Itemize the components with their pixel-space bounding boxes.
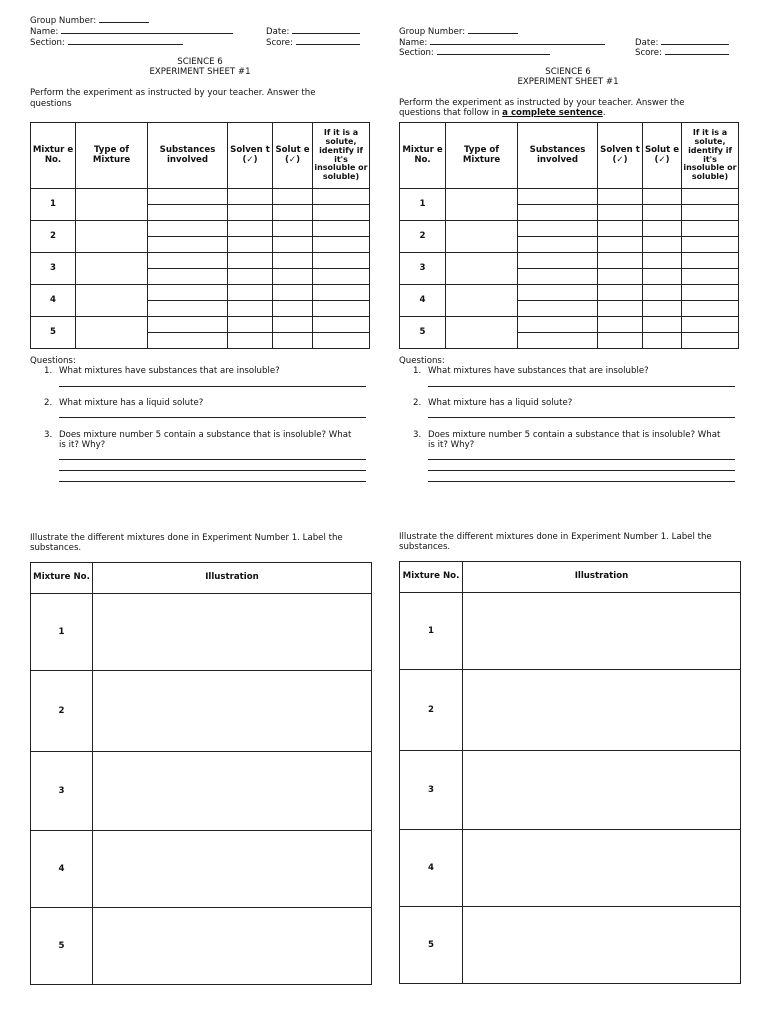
instruction-line-2 bbox=[30, 99, 72, 110]
solvent-cell[interactable] bbox=[228, 221, 273, 237]
table-row bbox=[400, 285, 739, 301]
illustration-instruction-1: Illustrate the different mixtures done in Experiment Number 1. Label the bbox=[399, 532, 712, 542]
row-number: 1 bbox=[31, 189, 76, 221]
question-1-number: 1. bbox=[44, 366, 53, 376]
col-header-mixture-no: Mixture No. bbox=[31, 563, 93, 594]
answer-line[interactable] bbox=[428, 470, 735, 471]
row-number: 3 bbox=[400, 253, 446, 285]
score-field[interactable] bbox=[635, 46, 729, 59]
substance-cell[interactable] bbox=[148, 205, 228, 221]
question-1-text: What mixtures have substances that are insoluble? bbox=[428, 366, 649, 376]
answer-line[interactable] bbox=[428, 481, 735, 482]
score-field[interactable] bbox=[266, 36, 360, 49]
solute-cell[interactable] bbox=[643, 269, 682, 285]
row-number: 1 bbox=[400, 593, 463, 670]
table-row bbox=[400, 593, 741, 670]
table-row bbox=[31, 189, 370, 205]
sheet-title: SCIENCE 6 bbox=[545, 67, 591, 77]
table-row bbox=[31, 671, 372, 752]
solvent-cell[interactable] bbox=[228, 205, 273, 221]
score-line[interactable] bbox=[665, 46, 729, 55]
solvent-cell[interactable] bbox=[598, 189, 643, 205]
illustration-cell[interactable] bbox=[93, 594, 372, 671]
answer-line[interactable] bbox=[428, 417, 735, 418]
solvent-cell[interactable] bbox=[598, 301, 643, 317]
row-number: 3 bbox=[31, 752, 93, 831]
row-number: 3 bbox=[31, 253, 76, 285]
solute-cell[interactable] bbox=[273, 205, 313, 221]
substance-cell[interactable] bbox=[518, 221, 598, 237]
worksheet-right bbox=[384, 0, 768, 1024]
table-row bbox=[31, 285, 370, 301]
col-header-solubility: If it is a solute, identify if it's insoluble or soluble) bbox=[313, 123, 370, 189]
col-header-substances: Substances involved bbox=[518, 123, 598, 189]
table-row bbox=[400, 317, 739, 333]
experiment-table-header bbox=[400, 123, 739, 189]
illustration-cell[interactable] bbox=[93, 908, 372, 985]
question-3-text-cont: is it? Why? bbox=[59, 440, 106, 450]
answer-line[interactable] bbox=[59, 481, 366, 482]
answer-line[interactable] bbox=[59, 459, 366, 460]
illustration-cell[interactable] bbox=[463, 593, 741, 670]
col-header-solute: Solut e (✓) bbox=[643, 123, 682, 189]
substance-cell[interactable] bbox=[148, 189, 228, 205]
row-number: 4 bbox=[400, 830, 463, 907]
name-line[interactable] bbox=[430, 36, 605, 45]
question-2-number: 2. bbox=[44, 398, 53, 408]
row-number: 2 bbox=[400, 670, 463, 751]
solvent-cell[interactable] bbox=[598, 269, 643, 285]
substance-cell[interactable] bbox=[518, 253, 598, 269]
table-row bbox=[31, 221, 370, 237]
solute-cell[interactable] bbox=[273, 221, 313, 237]
section-line[interactable] bbox=[68, 36, 183, 45]
answer-line[interactable] bbox=[59, 386, 366, 387]
solute-cell[interactable] bbox=[273, 253, 313, 269]
substance-cell[interactable] bbox=[518, 333, 598, 349]
col-header-solvent: Solven t (✓) bbox=[598, 123, 643, 189]
type-cell[interactable] bbox=[446, 189, 518, 221]
substance-cell[interactable] bbox=[518, 237, 598, 253]
solvent-cell[interactable] bbox=[228, 285, 273, 301]
solute-cell[interactable] bbox=[643, 205, 682, 221]
group-number-line[interactable] bbox=[468, 25, 518, 34]
answer-line[interactable] bbox=[59, 470, 366, 471]
illustration-cell[interactable] bbox=[93, 831, 372, 908]
question-3-number: 3. bbox=[413, 430, 422, 440]
solubility-cell[interactable] bbox=[682, 253, 739, 269]
col-header-illustration: Illustration bbox=[93, 563, 372, 594]
solvent-cell[interactable] bbox=[598, 317, 643, 333]
section-line[interactable] bbox=[437, 46, 550, 55]
sheet-subtitle: EXPERIMENT SHEET #1 bbox=[517, 77, 619, 87]
solubility-cell[interactable] bbox=[313, 333, 370, 349]
row-number: 3 bbox=[400, 751, 463, 830]
date-label: Date: bbox=[266, 27, 290, 37]
table-row bbox=[400, 221, 739, 237]
score-line[interactable] bbox=[296, 36, 360, 45]
row-number: 2 bbox=[31, 221, 76, 253]
col-header-mixture-no: Mixtur e No. bbox=[400, 123, 446, 189]
section-field[interactable] bbox=[399, 46, 550, 59]
illustration-cell[interactable] bbox=[463, 751, 741, 830]
experiment-table-header bbox=[31, 123, 370, 189]
solute-cell[interactable] bbox=[643, 237, 682, 253]
solubility-cell[interactable] bbox=[682, 333, 739, 349]
illustration-table-header bbox=[400, 562, 741, 593]
question-1-number: 1. bbox=[413, 366, 422, 376]
date-line[interactable] bbox=[661, 36, 729, 45]
question-3-number: 3. bbox=[44, 430, 53, 440]
substance-cell[interactable] bbox=[518, 285, 598, 301]
solute-cell[interactable] bbox=[643, 301, 682, 317]
solute-cell[interactable] bbox=[643, 285, 682, 301]
instruction-line-1: Perform the experiment as instructed by your teacher. Answer the bbox=[399, 98, 685, 108]
type-cell[interactable] bbox=[76, 221, 148, 253]
sheet-subtitle: EXPERIMENT SHEET #1 bbox=[149, 67, 251, 77]
illustration-cell[interactable] bbox=[463, 830, 741, 907]
sheet-title: SCIENCE 6 bbox=[177, 57, 223, 67]
illustration-instruction-2: substances. bbox=[30, 543, 82, 553]
col-header-solvent: Solven t (✓) bbox=[228, 123, 273, 189]
experiment-table bbox=[30, 122, 370, 349]
solute-cell[interactable] bbox=[643, 221, 682, 237]
solvent-cell[interactable] bbox=[598, 253, 643, 269]
table-row bbox=[31, 317, 370, 333]
solubility-cell[interactable] bbox=[313, 301, 370, 317]
illustration-instruction-2: substances. bbox=[399, 542, 451, 552]
substance-cell[interactable] bbox=[148, 237, 228, 253]
type-cell[interactable] bbox=[76, 285, 148, 317]
substance-cell[interactable] bbox=[518, 301, 598, 317]
answer-line[interactable] bbox=[428, 459, 735, 460]
solubility-cell[interactable] bbox=[313, 189, 370, 205]
solvent-cell[interactable] bbox=[598, 333, 643, 349]
illustration-cell[interactable] bbox=[93, 671, 372, 752]
row-number: 5 bbox=[400, 317, 446, 349]
row-number: 5 bbox=[31, 908, 93, 985]
type-cell[interactable] bbox=[76, 253, 148, 285]
questions-label: Questions: bbox=[30, 356, 76, 366]
solute-cell[interactable] bbox=[273, 189, 313, 205]
type-cell[interactable] bbox=[446, 285, 518, 317]
col-header-solubility: If it is a solute, identify if it's insoluble or soluble) bbox=[682, 123, 739, 189]
solubility-cell[interactable] bbox=[682, 221, 739, 237]
solvent-cell[interactable] bbox=[598, 205, 643, 221]
table-row bbox=[31, 908, 372, 985]
solute-cell[interactable] bbox=[273, 333, 313, 349]
solute-cell[interactable] bbox=[643, 317, 682, 333]
table-row bbox=[400, 670, 741, 751]
type-cell[interactable] bbox=[76, 189, 148, 221]
table-row bbox=[400, 907, 741, 984]
table-row bbox=[31, 831, 372, 908]
row-number: 5 bbox=[31, 317, 76, 349]
col-header-substances: Substances involved bbox=[148, 123, 228, 189]
solvent-cell[interactable] bbox=[598, 237, 643, 253]
instruction-line-1: Perform the experiment as instructed by your teacher. Answer the bbox=[30, 88, 316, 98]
substance-cell[interactable] bbox=[518, 269, 598, 285]
col-header-illustration: Illustration bbox=[463, 562, 741, 593]
table-row bbox=[400, 751, 741, 830]
illustration-cell[interactable] bbox=[463, 907, 741, 984]
solute-cell[interactable] bbox=[643, 253, 682, 269]
col-header-solute: Solut e (✓) bbox=[273, 123, 313, 189]
solute-cell[interactable] bbox=[643, 333, 682, 349]
solute-cell[interactable] bbox=[273, 269, 313, 285]
section-label: Section: bbox=[399, 48, 434, 58]
score-label: Score: bbox=[266, 38, 293, 48]
section-field[interactable] bbox=[30, 36, 183, 49]
solvent-cell[interactable] bbox=[228, 317, 273, 333]
row-number: 1 bbox=[400, 189, 446, 221]
row-number: 1 bbox=[31, 594, 93, 671]
solubility-cell[interactable] bbox=[682, 285, 739, 301]
substance-cell[interactable] bbox=[518, 205, 598, 221]
substance-cell[interactable] bbox=[148, 221, 228, 237]
name-label: Name: bbox=[399, 38, 428, 48]
substance-cell[interactable] bbox=[518, 189, 598, 205]
answer-line[interactable] bbox=[59, 417, 366, 418]
question-3-text: Does mixture number 5 contain a substance that is insoluble? What bbox=[59, 430, 352, 440]
solubility-cell[interactable] bbox=[682, 237, 739, 253]
question-2-number: 2. bbox=[413, 398, 422, 408]
solubility-cell[interactable] bbox=[313, 269, 370, 285]
group-number-line[interactable] bbox=[99, 14, 149, 23]
col-header-mixture-no: Mixture No. bbox=[400, 562, 463, 593]
date-line[interactable] bbox=[292, 25, 360, 34]
solute-cell[interactable] bbox=[273, 317, 313, 333]
table-row bbox=[400, 189, 739, 205]
solvent-cell[interactable] bbox=[228, 301, 273, 317]
solvent-cell[interactable] bbox=[598, 285, 643, 301]
illustration-table-header bbox=[31, 563, 372, 594]
illustration-table bbox=[399, 561, 741, 984]
substance-cell[interactable] bbox=[148, 269, 228, 285]
solubility-cell[interactable] bbox=[682, 301, 739, 317]
illustration-cell[interactable] bbox=[93, 752, 372, 831]
type-cell[interactable] bbox=[76, 317, 148, 349]
solubility-cell[interactable] bbox=[313, 205, 370, 221]
solubility-cell[interactable] bbox=[313, 285, 370, 301]
name-label: Name: bbox=[30, 27, 59, 37]
instruction-text: questions that follow in bbox=[399, 108, 503, 118]
answer-line[interactable] bbox=[428, 386, 735, 387]
solubility-cell[interactable] bbox=[682, 317, 739, 333]
instruction-text: questions bbox=[30, 99, 72, 109]
name-line[interactable] bbox=[61, 25, 233, 34]
solubility-cell[interactable] bbox=[682, 269, 739, 285]
group-number-label: Group Number: bbox=[399, 27, 466, 37]
substance-cell[interactable] bbox=[148, 317, 228, 333]
solubility-cell[interactable] bbox=[682, 205, 739, 221]
question-2-text: What mixture has a liquid solute? bbox=[428, 398, 573, 408]
solvent-cell[interactable] bbox=[598, 221, 643, 237]
row-number: 2 bbox=[31, 671, 93, 752]
solvent-cell[interactable] bbox=[228, 237, 273, 253]
row-number: 4 bbox=[31, 285, 76, 317]
table-row bbox=[400, 253, 739, 269]
solute-cell[interactable] bbox=[273, 301, 313, 317]
questions-label: Questions: bbox=[399, 356, 445, 366]
row-number: 5 bbox=[400, 907, 463, 984]
table-row bbox=[31, 594, 372, 671]
question-3-text-cont: is it? Why? bbox=[428, 440, 475, 450]
substance-cell[interactable] bbox=[518, 317, 598, 333]
section-label: Section: bbox=[30, 38, 65, 48]
table-row bbox=[31, 752, 372, 831]
solubility-cell[interactable] bbox=[313, 221, 370, 237]
type-cell[interactable] bbox=[446, 253, 518, 285]
type-cell[interactable] bbox=[446, 221, 518, 253]
table-row bbox=[31, 253, 370, 269]
solute-cell[interactable] bbox=[273, 285, 313, 301]
row-number: 4 bbox=[31, 831, 93, 908]
solubility-cell[interactable] bbox=[313, 237, 370, 253]
solvent-cell[interactable] bbox=[228, 253, 273, 269]
solvent-cell[interactable] bbox=[228, 189, 273, 205]
substance-cell[interactable] bbox=[148, 301, 228, 317]
illustration-table bbox=[30, 562, 372, 985]
experiment-table bbox=[399, 122, 739, 349]
question-2-text: What mixture has a liquid solute? bbox=[59, 398, 204, 408]
solvent-cell[interactable] bbox=[228, 333, 273, 349]
instruction-line-2 bbox=[399, 108, 606, 119]
substance-cell[interactable] bbox=[148, 285, 228, 301]
score-label: Score: bbox=[635, 48, 662, 58]
group-number-label: Group Number: bbox=[30, 16, 97, 26]
instruction-emphasis: a complete sentence bbox=[502, 108, 603, 118]
illustration-instruction-1: Illustrate the different mixtures done in Experiment Number 1. Label the bbox=[30, 533, 343, 543]
solute-cell[interactable] bbox=[643, 189, 682, 205]
col-header-mixture-no: Mixtur e No. bbox=[31, 123, 76, 189]
substance-cell[interactable] bbox=[148, 333, 228, 349]
table-row bbox=[400, 830, 741, 907]
col-header-type: Type of Mixture bbox=[76, 123, 148, 189]
solute-cell[interactable] bbox=[273, 237, 313, 253]
substance-cell[interactable] bbox=[148, 253, 228, 269]
solubility-cell[interactable] bbox=[313, 317, 370, 333]
instruction-tail: . bbox=[602, 108, 606, 118]
question-1-text: What mixtures have substances that are insoluble? bbox=[59, 366, 280, 376]
col-header-type: Type of Mixture bbox=[446, 123, 518, 189]
row-number: 4 bbox=[400, 285, 446, 317]
question-3-text: Does mixture number 5 contain a substance that is insoluble? What bbox=[428, 430, 721, 440]
illustration-cell[interactable] bbox=[463, 670, 741, 751]
solvent-cell[interactable] bbox=[228, 269, 273, 285]
solubility-cell[interactable] bbox=[313, 253, 370, 269]
type-cell[interactable] bbox=[446, 317, 518, 349]
row-number: 2 bbox=[400, 221, 446, 253]
solubility-cell[interactable] bbox=[682, 189, 739, 205]
date-label: Date: bbox=[635, 38, 659, 48]
